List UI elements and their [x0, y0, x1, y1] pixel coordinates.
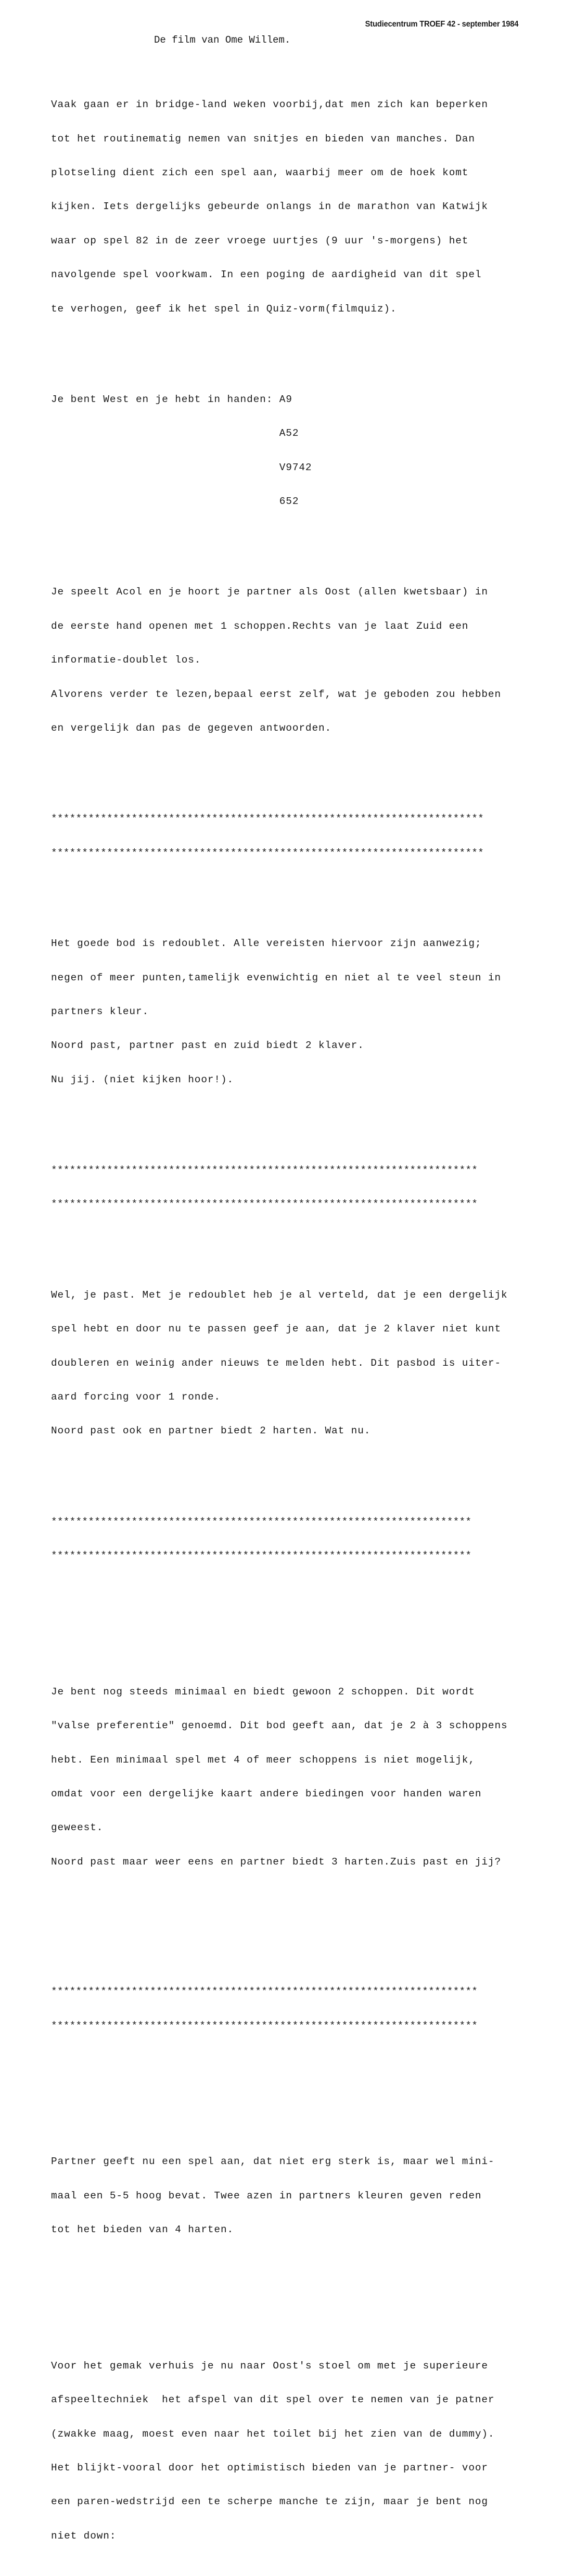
text-line: en vergelijk dan pas de gegeven antwoorden.	[51, 722, 332, 734]
text-line: niet down:	[51, 2530, 117, 2542]
text-line: navolgende spel voorkwam. In een poging de aardigheid van dit spel	[51, 269, 482, 281]
text-line: Noord past ook en partner biedt 2 harten. Wat nu.	[51, 1425, 371, 1437]
text-line: een paren-wedstrijd een te scherpe manche te zijn, maar je bent nog	[51, 2496, 488, 2508]
text-line: omdat voor een dergelijke kaart andere biedingen voor handen waren	[51, 1788, 482, 1800]
text-line: Je bent West en je hebt in handen: A9	[51, 393, 292, 405]
text-line: aard forcing voor 1 ronde.	[51, 1391, 221, 1403]
text-line: "valse preferentie" genoemd. Dit bod geeft aan, dat je 2 à 3 schoppens	[51, 1720, 508, 1732]
answer-paragraph	[51, 1267, 508, 1460]
text-line: 652	[51, 496, 299, 508]
text-line: te verhogen, geef ik het spel in Quiz-vorm(filmquiz).	[51, 303, 397, 315]
separator-line: *********************************************************************	[51, 1164, 478, 1176]
text-line: Vaak gaan er in bridge-land weken voorbij,dat men zich kan beperken	[51, 99, 488, 111]
text-line: partners kleur.	[51, 1005, 149, 1017]
text-line: tot het bieden van 4 harten.	[51, 2224, 234, 2236]
text-line: geweest.	[51, 1822, 104, 1834]
separator-line: *********************************************************************	[51, 1986, 478, 1998]
text-line: V9742	[51, 461, 312, 473]
spacer	[51, 1924, 508, 1930]
spacer	[51, 2293, 508, 2304]
text-line: Noord past, partner past en zuid biedt 2 klaver.	[51, 1040, 364, 1052]
text-line: waar op spel 82 in de zeer vroege uurtjes (9 uur 's-morgens) het	[51, 235, 469, 247]
text-line: Partner geeft nu een spel aan, dat niet erg sterk is, maar wel mini-	[51, 2156, 495, 2168]
text-line: (zwakke maag, moest even naar het toilet bij het zien van de dummy).	[51, 2428, 495, 2440]
separator-line: **********************************************************************	[51, 847, 484, 859]
spacer	[51, 1619, 508, 1630]
separator-line: ********************************************************************	[51, 1550, 472, 1562]
text-line: Noord past maar weer eens en partner biedt 3 harten.Zuis past en jij?	[51, 1856, 502, 1868]
text-line: de eerste hand openen met 1 schoppen.Rechts van je laat Zuid een	[51, 620, 469, 632]
text-line: Je speelt Acol en je hoort je partner als Oost (allen kwetsbaar) in	[51, 586, 488, 598]
text-line: Nu jij. (niet kijken hoor!).	[51, 1073, 234, 1085]
text-line: hebt. Een minimaal spel met 4 of meer schoppens is niet mogelijk,	[51, 1754, 475, 1766]
text-line: Voor het gemak verhuis je nu naar Oost's stoel om met je superieure	[51, 2360, 488, 2372]
publication-header: Studiecentrum TROEF 42 - september 1984	[365, 20, 518, 29]
answer-paragraph	[51, 916, 508, 1109]
text-line: A52	[51, 428, 299, 439]
separator-line: **********************************************************************	[51, 813, 484, 825]
asterisk-separator	[51, 1494, 508, 1584]
asterisk-separator	[51, 1964, 508, 2054]
question-paragraph	[51, 564, 508, 757]
text-line: afspeeltechniek het afspel van dit spel over te nemen van je patner	[51, 2394, 495, 2406]
asterisk-separator	[51, 791, 508, 882]
answer-paragraph	[51, 2134, 508, 2259]
intro-paragraph	[51, 77, 508, 338]
text-line: kijken. Iets dergelijks gebeurde onlangs in de marathon van Katwijk	[51, 201, 488, 213]
text-line: doubleren en weinig ander nieuws te melden hebt. Dit pasbod is uiter-	[51, 1357, 502, 1369]
text-line: Het goede bod is redoublet. Alle vereisten hiervoor zijn aanwezig;	[51, 938, 482, 950]
text-line: maal een 5-5 hoog bevat. Twee azen in partners kleuren geven reden	[51, 2190, 482, 2202]
text-line: plotseling dient zich een spel aan, waarbij meer om de hoek komt	[51, 166, 469, 178]
text-line: Wel, je past. Met je redoublet heb je al verteld, dat je een dergelijk	[51, 1289, 508, 1301]
text-line: Het blijkt-vooral door het optimistisch bieden van je partner- voor	[51, 2462, 488, 2474]
text-line: Alvorens verder te lezen,bepaal eerst zelf, wat je geboden zou hebben	[51, 688, 502, 700]
separator-line: ********************************************************************	[51, 1516, 472, 1528]
article-title: De film van Ome Willem.	[154, 34, 291, 46]
text-line: negen of meer punten,tamelijk evenwichtig en niet al te veel steun in	[51, 972, 502, 983]
text-line: informatie-doublet los.	[51, 654, 201, 666]
text-line: Je bent nog steeds minimaal en biedt gewoon 2 schoppen. Dit wordt	[51, 1686, 475, 1698]
text-line: spel hebt en door nu te passen geef je aan, dat je 2 klaver niet kunt	[51, 1323, 502, 1335]
hand-diagram	[51, 371, 508, 530]
text-line: tot het routinematig nemen van snitjes en bieden van manches. Dan	[51, 133, 475, 145]
answer-paragraph	[51, 1664, 508, 1891]
closing-paragraph	[51, 2338, 508, 2565]
separator-line: *********************************************************************	[51, 1198, 478, 1210]
separator-line: *********************************************************************	[51, 2020, 478, 2031]
article-body	[51, 54, 508, 2576]
spacer	[51, 2089, 508, 2100]
asterisk-separator	[51, 1143, 508, 1233]
